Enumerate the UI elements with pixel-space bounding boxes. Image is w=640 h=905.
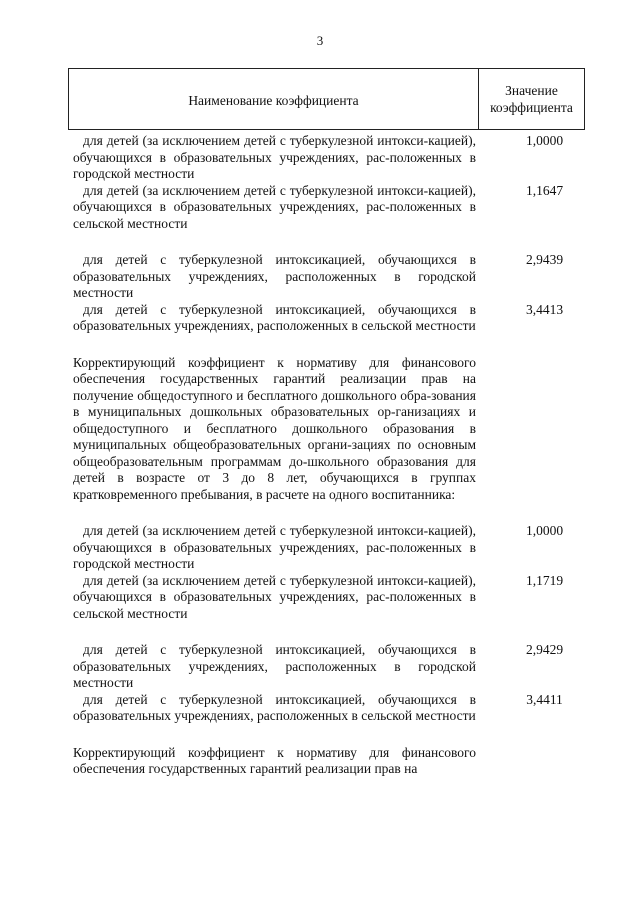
header-value-line1: Значение [505, 83, 558, 98]
coefficient-value: 2,9429 [525, 642, 564, 657]
table-header [68, 68, 585, 130]
coefficient-row [73, 183, 618, 233]
coefficient-description: для детей (за исключением детей с туберкулезной интокси-кацией), обучающихся в образовательных учреждениях, рас-положенных в городской местности [73, 523, 476, 571]
coefficient-description: для детей с туберкулезной интоксикацией, обучающихся в образовательных учреждениях, расположенных в городской местности [73, 642, 476, 690]
coefficient-value: 1,1719 [525, 572, 564, 588]
header-name-column: Наименование коэффициента [188, 93, 359, 108]
coefficient-row [73, 692, 618, 725]
header-value-column [478, 69, 584, 129]
coefficient-value: 1,0000 [525, 523, 564, 538]
coefficient-value: 3,4411 [526, 691, 563, 707]
header-value-line2: коэффициента [490, 100, 573, 115]
coefficient-row [73, 642, 618, 692]
coefficient-row [73, 133, 618, 183]
coefficient-description: для детей (за исключением детей с туберкулезной интокси-кацией), обучающихся в образовательных учреждениях, рас-положенных в сельской местности [73, 182, 476, 231]
coefficient-description: для детей с туберкулезной интоксикацией, обучающихся в образовательных учреждениях, расположенных в сельской местности [73, 301, 476, 333]
section-heading-continued: Корректирующий коэффициент к нормативу для финансового обеспечения государственных гарантий реализации прав на [73, 744, 476, 776]
coefficient-value: 2,9439 [525, 252, 564, 267]
coefficient-value: 1,0000 [525, 133, 564, 148]
coefficient-row [73, 573, 618, 623]
coefficient-description: для детей (за исключением детей с туберкулезной интокси-кацией), обучающихся в образовательных учреждениях, рас-положенных в городской местности [73, 133, 476, 181]
coefficient-value: 1,1647 [525, 182, 564, 198]
section-heading: Корректирующий коэффициент к нормативу для финансового обеспечения государственных гарантий реализации прав на получение общедоступного и бесплатного дошкольного обра-зования в муниципальных дошкольных образовательных ор-ганизациях и общедоступного и бесплатного дошкольного образования в муниципальных общеобразовательных органи-зациях по основным общеобразовательным программам до-школьного образования для детей в возрасте от 3 до 8 лет, обучающихся в группах кратковременного пребывания, в расчете на одного воспитанника: [73, 354, 476, 502]
coefficient-row [73, 302, 618, 335]
coefficient-value: 3,4413 [525, 301, 564, 317]
document-body [73, 133, 618, 778]
page-number: 3 [316, 33, 324, 48]
coefficient-row [73, 252, 618, 302]
coefficient-description: для детей (за исключением детей с туберкулезной интокси-кацией), обучающихся в образовательных учреждениях, рас-положенных в сельской местности [73, 572, 476, 621]
coefficient-description: для детей с туберкулезной интоксикацией, обучающихся в образовательных учреждениях, расположенных в городской местности [73, 252, 476, 300]
coefficient-row [73, 523, 618, 573]
coefficient-description: для детей с туберкулезной интоксикацией, обучающихся в образовательных учреждениях, расположенных в сельской местности [73, 691, 476, 723]
